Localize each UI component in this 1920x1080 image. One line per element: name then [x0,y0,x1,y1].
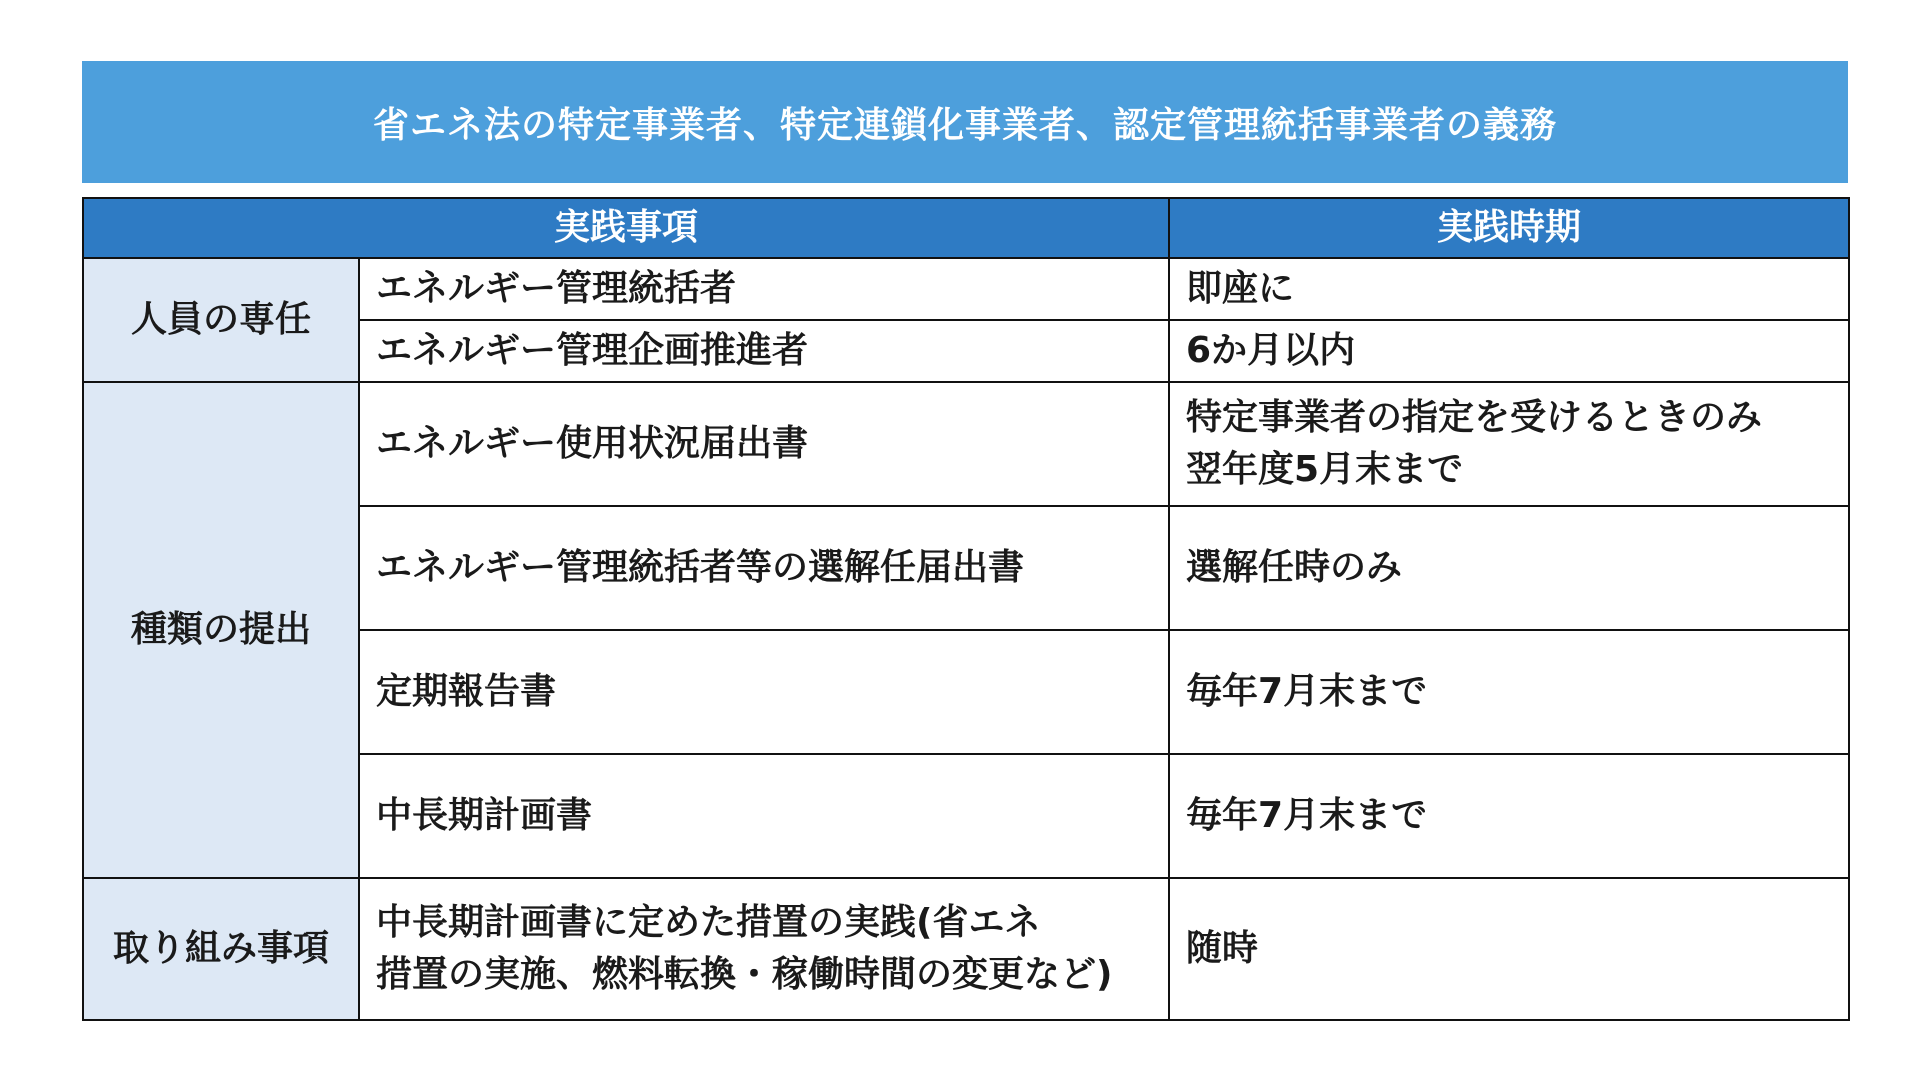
item-cell: エネルギー管理企画推進者 [359,320,1169,382]
category-initiatives: 取り組み事項 [83,878,359,1020]
header-items: 実践事項 [83,198,1169,258]
item-cell: 中長期計画書に定めた措置の実践(省エネ 措置の実施、燃料転換・稼働時間の変更など) [359,878,1169,1020]
table-header-row [83,198,1849,258]
timing-cell: 随時 [1169,878,1849,1020]
timing-cell: 毎年7月末まで [1169,630,1849,754]
table-row [83,258,1849,320]
timing-cell: 即座に [1169,258,1849,320]
title-banner [82,61,1848,183]
item-cell: エネルギー管理統括者等の選解任届出書 [359,506,1169,630]
category-submission: 種類の提出 [83,382,359,878]
item-cell: 中長期計画書 [359,754,1169,878]
category-personnel: 人員の専任 [83,258,359,382]
obligations-table [82,197,1850,1021]
table-row [83,382,1849,506]
item-cell: エネルギー使用状況届出書 [359,382,1169,506]
timing-cell: 6か月以内 [1169,320,1849,382]
timing-cell: 特定事業者の指定を受けるときのみ 翌年度5月末まで [1169,382,1849,506]
page-title: 省エネ法の特定事業者、特定連鎖化事業者、認定管理統括事業者の義務 [372,104,1557,146]
header-timing: 実践時期 [1169,198,1849,258]
table-row [83,878,1849,1020]
timing-cell: 毎年7月末まで [1169,754,1849,878]
item-cell: エネルギー管理統括者 [359,258,1169,320]
item-cell: 定期報告書 [359,630,1169,754]
timing-cell: 選解任時のみ [1169,506,1849,630]
